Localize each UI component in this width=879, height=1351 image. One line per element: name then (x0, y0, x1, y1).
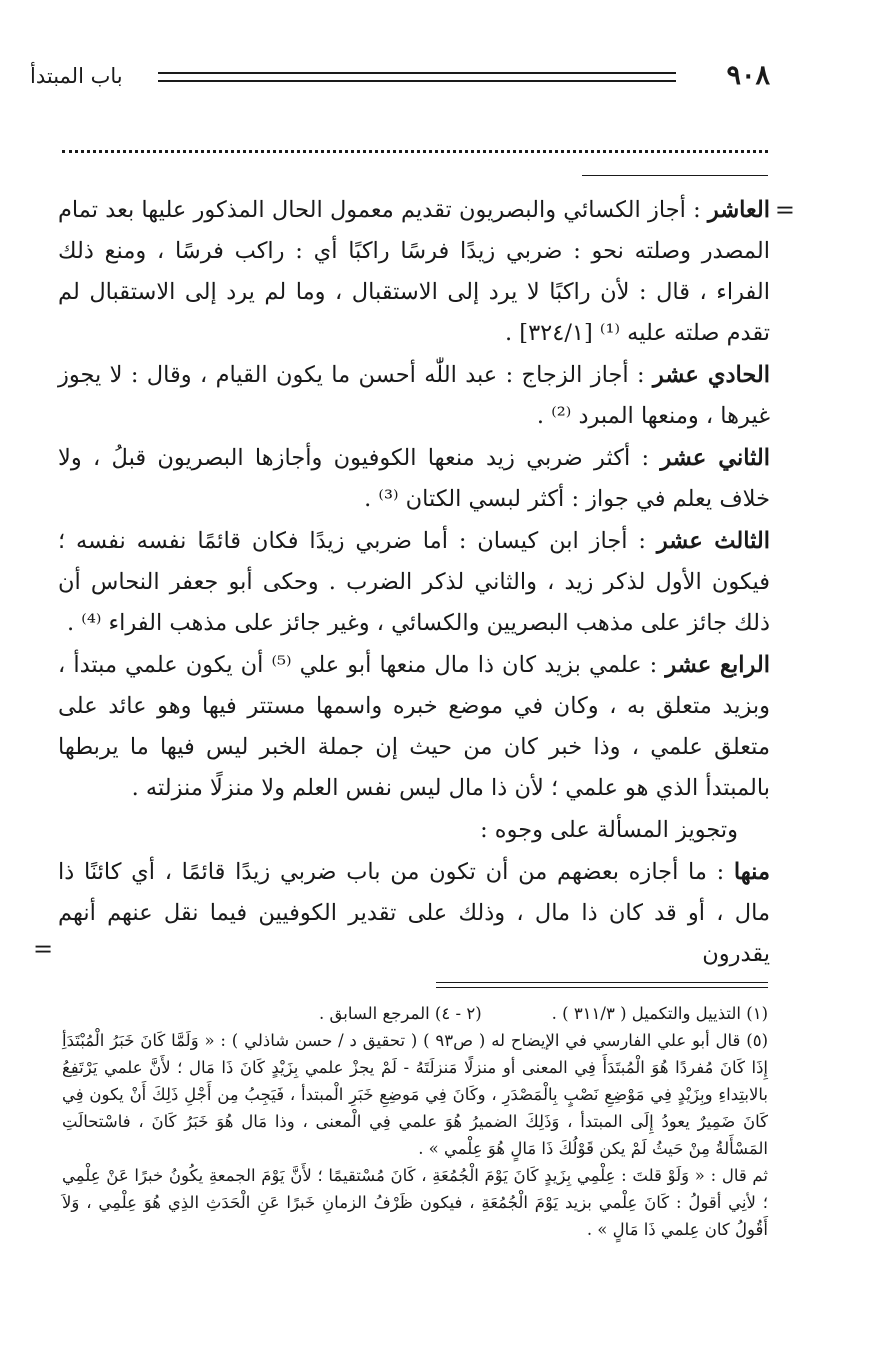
continuation-mark-end: = (33, 935, 54, 963)
paragraph-text: : علمي بزيد كان ذا مال منعها أبو علي ⁽⁵⁾ أن يكون علمي مبتدأ ، وبزيد متعلق به ، وكان في موضع خبره واسمها مستتر فيها وهو عائد على متعلق علمي ، وذا خبر كان من حيث إن جملة الخبر ليس فيها ما يربطها بالمبتدأ الذي هو علمي ؛ لأن ذا مال ليس نفس العلم ولا منزلًا منزلته . (58, 652, 770, 801)
paragraph (58, 190, 770, 354)
continuation-mark-start: = (774, 196, 795, 224)
paragraph-lead: الرابع عشر (665, 652, 770, 678)
paragraph-text: وتجويز المسألة على وجوه : (480, 817, 738, 843)
paragraph-text: : ما أجازه بعضهم من أن تكون من باب ضربي زيدًا قائمًا ، أي كائنًا ذا مال ، أو قد كان ذا مال ، وذلك على تقدير الكوفيين فيما نقل عنهم أنهم يقدرون (58, 859, 770, 967)
main-text (58, 190, 770, 975)
paragraph-lead: الثالث عشر (656, 528, 770, 554)
paragraph (58, 852, 770, 975)
paragraph (58, 810, 770, 851)
paragraph (58, 438, 770, 520)
paragraph-lead: الحادي عشر (652, 362, 770, 388)
paragraph-lead: العاشر (707, 197, 770, 223)
footnotes (62, 1000, 768, 1243)
paragraph (58, 521, 770, 644)
footnote-rule (436, 982, 768, 988)
page-header (30, 58, 770, 98)
chapter-title: باب المبتدأ (30, 64, 123, 88)
paragraph-text: : أكثر ضربي زيد منعها الكوفيون وأجازها البصريون قبلُ ، ولا خلاف يعلم في جواز : أكثر لبسي الكتان ⁽³⁾ . (58, 445, 770, 512)
paragraph-text: : أجاز الزجاج : عبد اللّٰه أحسن ما يكون القيام ، وقال : لا يجوز غيرها ، ومنعها المبرد ⁽²⁾ . (58, 362, 770, 429)
footnote-1: (١) التذييل والتكميل ( ٣١١/٣ ) . (551, 1004, 768, 1023)
paragraph-text: : أجاز ابن كيسان : أما ضربي زيدًا فكان قائمًا نفسه نفسه ؛ فيكون الأول لذكر زيد ، والثاني لذكر الضرب . وحكى أبو جعفر النحاس أن ذلك جائز على مذهب البصريين والكسائي ، وغير جائز على مذهب الفراء ⁽⁴⁾ . (58, 528, 770, 636)
paragraph-lead: الثاني عشر (660, 445, 770, 471)
page-number: ٩٠٨ (726, 60, 770, 91)
paragraph (58, 645, 770, 809)
footnote-2-4: (٢ - ٤) المرجع السابق . (319, 1004, 482, 1023)
paragraph-lead: منها (733, 859, 770, 885)
section-rule (582, 175, 768, 176)
dotted-separator (62, 140, 768, 153)
footnote-5-continued: ثم قال : « وَلَوْ قلتَ : عِلْمِي بِزَيدٍ كَانَ يَوْمَ الْجُمُعَةِ ، كَانَ مُسْتقيمًا ؛ لأَنَّ يَوْمَ الجمعةِ يكُونُ خبرًا عَنْ عِلْمِي ؛ لأنِي أقولُ : كَانَ عِلْمي بزيد يَوْمَ الْجُمُعَةِ ، فيكون ظَرْفُ الزمانِ خَبرًا عَنِ الْحَدَثِ الذِي هُوَ عِلْمِي ، وَلاَ أَقُولُ كان عِلمي ذَا مَالٍ » . (62, 1166, 768, 1239)
header-double-rule (158, 72, 676, 82)
paragraph-text: : أجاز الكسائي والبصريون تقديم معمول الحال المذكور عليها بعد تمام المصدر وصلته نحو : ضربي زيدًا فرسًا راكبًا أي : راكب فرسًا ، ومنع ذلك الفراء ، قال : لأن راكبًا لا يرد إلى الاستقبال ، وما لم يرد إلى الاستقبال لم تقدم صلته عليه ⁽¹⁾ [٣٢٤/١] . (58, 197, 770, 346)
footnote-5: (٥) قال أبو علي الفارسي في الإيضاح له ( ص٩٣ ) ( تحقيق د / حسن شاذلي ) : « وَلَمَّا كَانَ خَبَرُ الْمُبْتَدَأِ إِذَا كَانَ مُفردًا هُوَ الْمُبتَدَأَ فِي المعنى أو منزلًا مَنزلَتَهُ - لَمْ يجزْ علمي بِزَيْدٍ كَانَ ذَا مَال ؛ لأَنَّ علمي يَرْتَفِعُ بالابتِداءِ وبِزَيْدٍ فِي مَوْضِعِ نَصْبٍ بِالْمَصْدَرِ ، وكَانَ فِي مَوضِعِ خَبَرِ الْمبتدأ ، فَيَجِبُ مِن أَجْلِ ذَلِكَ أَنْ يكون فِي كَانَ ضَمِيرٌ يعودُ إِلَى المبتدأ ، وَذَلِكَ الضميرُ هُوَ علمي فِي الْمعنى ، وذا مَال هُوَ خَبَرُ كَانَ ، فاسْتحالَتِ المَسْأَلةُ مِنْ حَيثُ لَمْ يكن قَوْلُكَ ذَا مَالٍ هُوَ عِلْمي » . (62, 1031, 768, 1158)
footnote-row (62, 1000, 768, 1027)
paragraph (58, 355, 770, 437)
